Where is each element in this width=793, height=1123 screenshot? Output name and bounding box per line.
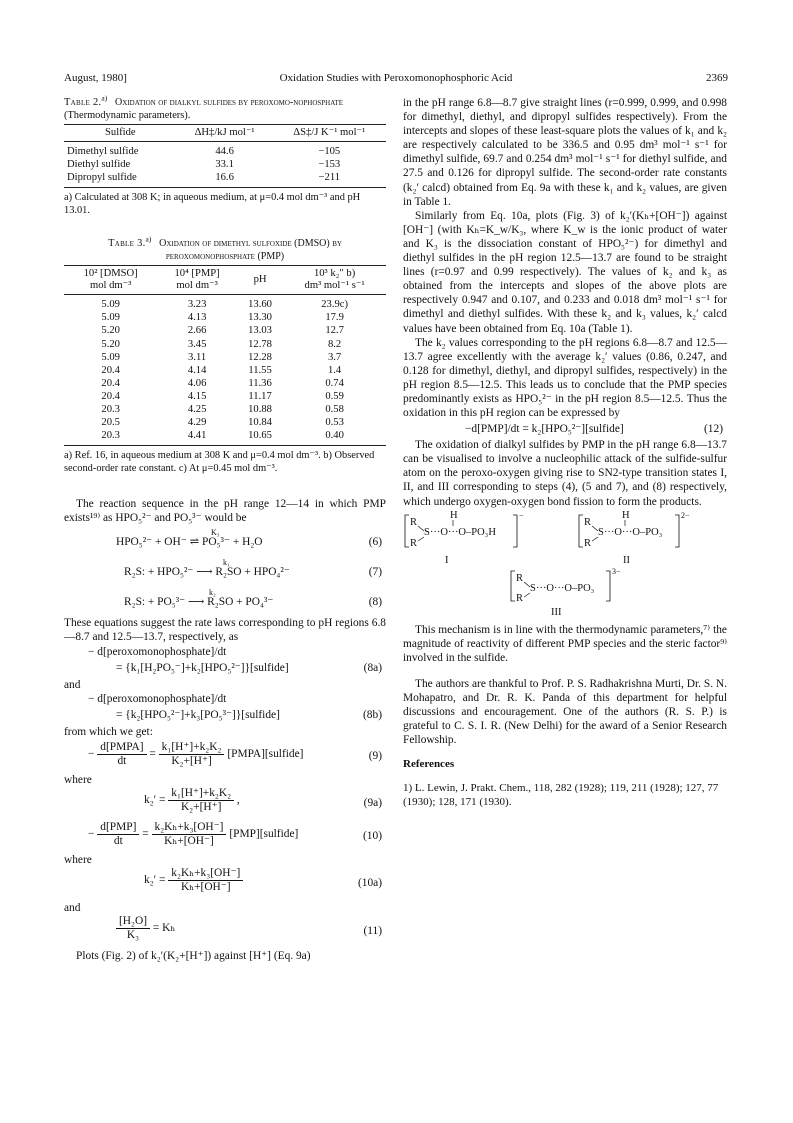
equation-11: $\frac{\text{[H₂O]}}{\text{K₃}}$ = Kₕ (11) xyxy=(64,915,386,947)
table-3 xyxy=(64,234,386,475)
table-2-col-ds: ΔS‡/J K⁻¹ mol⁻¹ xyxy=(273,125,386,142)
equation-8: R₂S: + PO₅³⁻ ⟶ R₂SO + PO₄³⁻ k₂ (8) xyxy=(124,587,382,608)
header-title: Oxidation Studies with Peroxomonophosphoric Acid xyxy=(279,72,513,84)
table-3-grid xyxy=(64,265,386,446)
table-row: 20.4 4.06 11.36 0.74 xyxy=(101,377,344,389)
table-row: 5.20 2.66 13.03 12.7 xyxy=(101,325,344,337)
paragraph: in the pH range 6.8—8.7 give straight lines (r=0.999, 0.999, and 0.998 for dimethyl, diethyl, and dipropyl sulfides respectively). From the intercepts and slopes of these least-square plots the values of k₁ and k₂ are respectively calculated to be 336.5 and 0.95 dm³ mol⁻¹ s⁻¹ for dimethyl sulfide, 69.7 and 0.254 dm³ mol⁻¹ s⁻¹ for diethyl sulfide, and 27.5 and 0.126 for dipropyl sulfide. The second-order rate constants (k₂′ calcd) obtained from Eq. 9a with these k₁ and k₂ values, are given in Table 1. xyxy=(403,97,727,208)
table-3-col-pmp: 10⁴ [PMP] mol dm⁻³ xyxy=(157,266,237,295)
svg-text:R: R xyxy=(516,572,524,584)
table-2 xyxy=(64,93,386,217)
table-3-footnote: a) Ref. 16, in aqueous medium at 308 K and μ=0.4 mol dm⁻³. b) Observed second-order rate constant. c) At μ=0.45 mol dm⁻³. xyxy=(64,450,375,475)
table-2-col-dh: ΔH‡/kJ mol⁻¹ xyxy=(177,125,273,142)
references-heading: References xyxy=(403,758,455,771)
table-row: 5.09 3.11 12.28 3.7 xyxy=(101,351,342,363)
svg-text:R: R xyxy=(584,516,592,528)
paragraph: Plots (Fig. 2) of k₂′(K₂+[H⁺]) against [H⁺] (Eq. 9a) xyxy=(76,950,311,963)
equation-12: −d[PMP]/dt = k₂[HPO₅²⁻][sulfide] (12) xyxy=(465,423,723,436)
reference-item: 1) L. Lewin, J. Prakt. Chem., 118, 282 (1928); 119, 211 (1928); 127, 77 (1930); 128, 171 (1930). xyxy=(403,782,719,809)
svg-text:H: H xyxy=(622,509,630,521)
equation-9a: k₂′ = $\frac{\text{k₁[H⁺]+k₂K₂}}{\text{K₂+[H⁺]}}$ , (9a) xyxy=(144,787,382,814)
svg-text:R: R xyxy=(516,592,524,604)
header-page-number: 2369 xyxy=(706,72,728,84)
equation-7: R₂S: + HPO₅²⁻ ⟶ R₂SO + HPO₄²⁻ k₁ (7) xyxy=(124,557,382,578)
table-row: 5.20 3.45 12.78 8.2 xyxy=(101,338,342,350)
paragraph: This mechanism is in line with the thermodynamic parameters,⁷⁾ the magnitude of reactivity of different PMP species and the steric factor⁹⁾ involved in the sulfide. xyxy=(403,623,727,664)
acknowledgement: The authors are thankful to Prof. P. S. Radhakrishna Murti, Dr. S. N. Mohapatro, and Dr. R. K. Panda of this department for helpful discussions and encouragement. One of the authors (R. S. P.) is grateful to C. S. I. R. (New Delhi) for the award of a Senior Research Fellowship. xyxy=(403,677,727,747)
text-where: where xyxy=(64,854,92,867)
table-row: 5.09 4.13 13.30 17.9 xyxy=(101,312,344,324)
svg-text:S···O···O–PO₃: S···O···O–PO₃ xyxy=(598,526,663,538)
table-row: 20.3 4.25 10.88 0.58 xyxy=(101,404,344,416)
header-date: August, 1980] xyxy=(64,72,127,84)
table-3-col-dmso: 10² [DMSO] mol dm⁻³ xyxy=(64,266,157,295)
table-row: 20.4 4.15 11.17 0.59 xyxy=(101,390,344,402)
table-row: 20.3 4.41 10.65 0.40 xyxy=(64,429,386,446)
text-from-which: from which we get: xyxy=(64,725,153,738)
table-row: 5.09 3.23 13.60 23.9c) xyxy=(101,299,348,311)
table-row: Diethyl sulfide 33.1 −153 xyxy=(67,159,341,171)
svg-text:R: R xyxy=(410,516,418,528)
structures-drawing xyxy=(403,509,727,617)
table-row: Dipropyl sulfide 16.6 −211 xyxy=(64,171,386,188)
table-2-caption: Table 2.$^{a)}$ Oxidation of dialkyl sulfides by peroxomo-nophosphate (Thermodynamic parameters). xyxy=(64,93,344,121)
svg-text:R: R xyxy=(410,537,418,549)
structure-label-ii: II xyxy=(623,554,630,566)
paragraph: The reaction sequence in the pH range 12—14 in which PMP exists¹⁹⁾ as HPO₅²⁻ and PO₅³⁻ would be xyxy=(64,498,386,525)
table-3-col-k2: 10³ k₂″ b) dm³ mol⁻¹ s⁻¹ xyxy=(283,266,386,295)
svg-text:−: − xyxy=(519,510,524,520)
right-column xyxy=(403,96,727,809)
table-3-col-ph: pH xyxy=(237,266,283,295)
table-2-col-sulfide: Sulfide xyxy=(64,125,177,142)
transition-state-structures xyxy=(403,509,727,617)
equation-8a: = {k₁[H₂PO₅⁻]+k₂[HPO₅²⁻]}[sulfide] (8a) xyxy=(116,661,382,674)
equation-8b: = {k₂[HPO₅²⁻]+k₃[PO₅³⁻]}[sulfide] (8b) xyxy=(116,708,382,721)
svg-text:2−: 2− xyxy=(681,510,690,520)
equation-6: HPO₅²⁻ + OH⁻ ⇌ PO₅³⁻ + H₂O K₃ (6) xyxy=(116,527,382,548)
equation-9: − $\frac{\text{d[PMPA]}}{dt}$ = $\frac{\text{k₁[H⁺]+k₂K₂}}{\text{K₂+[H⁺]}}$ [PMPA][sulfide] (9) xyxy=(88,741,382,768)
svg-text:R: R xyxy=(584,537,592,549)
equation-8a-lhs: − d[peroxomonophosphate]/dt xyxy=(88,645,227,658)
structure-i xyxy=(405,510,524,566)
table-row: 20.4 4.14 11.55 1.4 xyxy=(101,364,342,376)
table-row: Dimethyl sulfide 44.6 −105 xyxy=(67,146,341,157)
table-3-header-row xyxy=(64,266,386,295)
svg-text:3−: 3− xyxy=(612,566,621,576)
equation-10: − $\frac{\text{d[PMP]}}{dt}$ = $\frac{\text{k₂Kₕ+k₃[OH⁻]}}{\text{Kₕ+[OH⁻]}}$ [PMP][sulfide] (10) xyxy=(88,821,382,848)
table-3-caption: Table 3.$^{a)}$ Oxidation of dimethyl sulfoxide (DMSO) by peroxomonophosphate (PMP) xyxy=(108,234,342,263)
paragraph: Similarly from Eq. 10a, plots (Fig. 3) of k₂′(Kₕ+[OH⁻]) against [OH⁻] (with Kₕ=K_w/K₃, where K_w is the ionic product of water and K₃ is the dissociation constant of HPO₅²⁻) for dimethyl and diethyl sulfides in the pH region 12.5—13.7 are found to be straight lines (r=0.97 and 0.99 respectively). The values of k₂ and k₃ as obtained from the intercepts and slopes of the above plots are respectively 0.947 and 0.107, and 0.233 and 0.018 dm³ mol⁻¹ s⁻¹ for dimethyl and diethyl sulfides. With these k₂ and k₃ values, k₂′ calcd values have been obtained from Eq. 10a (Table 1). xyxy=(403,209,727,335)
equation-8b-lhs: − d[peroxomonophosphate]/dt xyxy=(88,692,227,705)
svg-text:S···O···O–PO₃: S···O···O–PO₃ xyxy=(530,582,595,594)
structure-iii xyxy=(511,567,621,617)
running-header xyxy=(64,72,728,86)
structure-label-iii: III xyxy=(551,606,562,617)
text-where: where xyxy=(64,774,92,787)
paragraph: The oxidation of dialkyl sulfides by PMP in the pH range 6.8—13.7 can be visualised to involve a nucleophilic attack of the sulfide-sulfur atom on the peroxo-oxygen giving rise to SN2-type transition states I, II, and III corresponding to steps (4), (5 and 7), and (8) respectively, which undergo oxygen-oxygen bond fission to form the products. xyxy=(403,439,727,508)
table-2-grid xyxy=(64,124,386,188)
table-2-header-row xyxy=(64,125,386,142)
table-row: 20.5 4.29 10.84 0.53 xyxy=(101,417,344,429)
text-and: and xyxy=(64,678,81,691)
equation-10a: k₂′ = $\frac{\text{k₂Kₕ+k₃[OH⁻]}}{\text{Kₕ+[OH⁻]}}$ (10a) xyxy=(144,867,382,894)
paragraph: The k₂ values corresponding to the pH regions 6.8—8.7 and 12.5—13.7 agree excellently with the average k₂′ values (0.86, 0.247, and 0.128 for dimethyl, diethyl, and dipropyl sulfides, respectively) in the pH region 8.5—12.5. This leads us to conclude that the PMP species predominantly exists as HPO₅²⁻ in the pH region 8.5—12.5. Thus the oxidation in this pH region can be expressed by xyxy=(403,336,727,420)
structure-ii xyxy=(579,510,690,566)
left-column xyxy=(64,93,386,963)
table-2-footnote: a) Calculated at 308 K; in aqueous medium, at μ=0.4 mol dm⁻³ and pH 13.01. xyxy=(64,192,361,217)
paragraph: These equations suggest the rate laws corresponding to pH regions 6.8—8.7 and 12.5—13.7, respectively, as xyxy=(64,616,386,643)
text-and: and xyxy=(64,902,81,915)
svg-text:H: H xyxy=(450,509,458,521)
svg-text:S···O···O–PO₃H: S···O···O–PO₃H xyxy=(424,526,496,538)
structure-label-i: I xyxy=(445,554,449,566)
